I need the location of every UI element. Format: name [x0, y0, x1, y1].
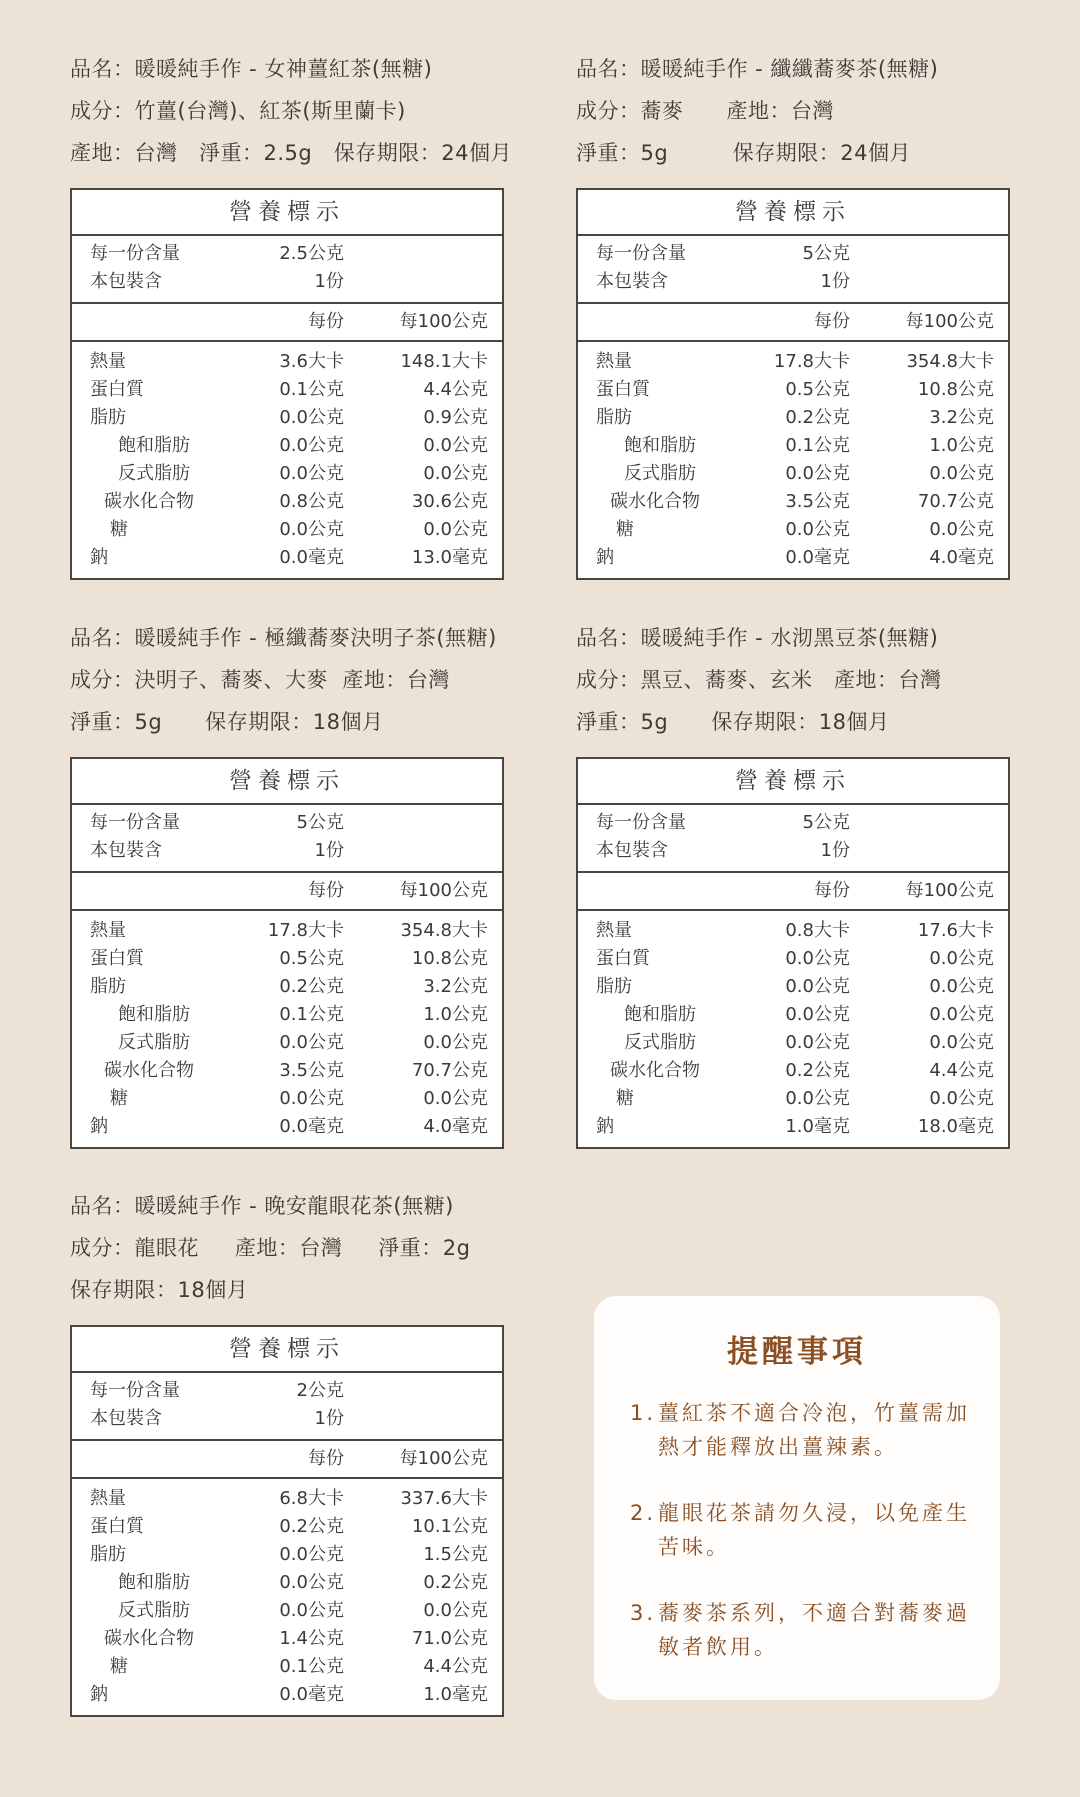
servings-label: 本包裝含: [90, 1408, 162, 1429]
nutrient-per-serving: 0.0毫克: [279, 547, 344, 568]
serving-size-row: [578, 809, 1008, 837]
serving-size-value: 5公克: [802, 812, 850, 833]
nutrient-row: [72, 1001, 502, 1029]
nutrient-per-100g: 0.0公克: [423, 519, 488, 540]
nutrient-per-100g: 0.2公克: [423, 1572, 488, 1593]
nutrient-per-serving: 0.1公克: [785, 435, 850, 456]
product-ingredients: 成分：黑豆、蕎麥、玄米 產地：台灣: [576, 668, 942, 692]
nutrient-per-100g: 0.0公克: [929, 1004, 994, 1025]
col-per-serving: 每份: [308, 880, 344, 901]
nutrient-per-100g: 1.0公克: [929, 435, 994, 456]
servings-value: 1份: [820, 840, 850, 861]
nutrient-row: [72, 1681, 502, 1709]
servings-value: 1份: [314, 840, 344, 861]
nutrient-per-100g: 4.0毫克: [423, 1116, 488, 1137]
nutrient-per-serving: 0.0公克: [279, 1088, 344, 1109]
product-name: 品名：暖暖純手作 - 晚安龍眼花茶(無糖): [70, 1194, 454, 1218]
nutrient-label: 碳水化合物: [104, 1060, 194, 1081]
product-name: 品名：暖暖純手作 - 纖纖蕎麥茶(無糖): [576, 57, 939, 81]
nutrient-per-serving: 17.8大卡: [773, 351, 850, 372]
serving-size-value: 5公克: [802, 243, 850, 264]
nutrition-table-title: 營養標示: [72, 190, 502, 236]
nutrient-label: 脂肪: [90, 1544, 126, 1565]
nutrient-per-100g: 0.0公克: [423, 1600, 488, 1621]
servings-per-pack-row: [72, 837, 502, 865]
nutrient-per-serving: 1.0毫克: [785, 1116, 850, 1137]
nutrient-per-100g: 0.0公克: [929, 976, 994, 997]
nutrient-rows: [72, 342, 502, 578]
nutrient-per-100g: 10.8公克: [917, 379, 994, 400]
nutrient-per-serving: 0.5公克: [785, 379, 850, 400]
product-details: 淨重：5g 保存期限：18個月: [70, 710, 384, 734]
nutrient-label: 熱量: [596, 920, 632, 941]
nutrient-per-100g: 10.8公克: [411, 948, 488, 969]
nutrient-per-100g: 0.0公克: [423, 1032, 488, 1053]
nutrient-per-100g: 3.2公克: [423, 976, 488, 997]
nutrient-label: 飽和脂肪: [118, 1004, 190, 1025]
nutrient-per-100g: 71.0公克: [411, 1628, 488, 1649]
nutrient-per-100g: 0.0公克: [423, 435, 488, 456]
nutrient-label: 鈉: [90, 1684, 108, 1705]
nutrition-table: [70, 188, 504, 580]
serving-size-value: 5公克: [296, 812, 344, 833]
nutrient-label: 鈉: [596, 1116, 614, 1137]
servings-label: 本包裝含: [90, 271, 162, 292]
nutrient-per-100g: 4.4公克: [929, 1060, 994, 1081]
column-header-row: [72, 873, 502, 911]
nutrient-per-100g: 3.2公克: [929, 407, 994, 428]
product-block-1: [70, 48, 530, 174]
nutrient-row: [72, 1113, 502, 1141]
nutrient-per-serving: 0.1公克: [279, 379, 344, 400]
product-details: 淨重：5g 保存期限：24個月: [576, 141, 911, 165]
nutrient-row: [578, 1085, 1008, 1113]
nutrient-per-100g: 1.0公克: [423, 1004, 488, 1025]
nutrient-label: 反式脂肪: [624, 463, 696, 484]
col-per-serving: 每份: [308, 1448, 344, 1469]
servings-label: 本包裝含: [596, 271, 668, 292]
nutrient-label: 糖: [616, 1088, 634, 1109]
servings-per-pack-row: [578, 837, 1008, 865]
serving-info: [72, 1373, 502, 1441]
nutrient-row: [72, 432, 502, 460]
nutrient-per-serving: 0.0公克: [785, 463, 850, 484]
nutrient-per-100g: 1.5公克: [423, 1544, 488, 1565]
nutrient-per-100g: 1.0毫克: [423, 1684, 488, 1705]
col-per-serving: 每份: [814, 880, 850, 901]
nutrient-label: 熱量: [90, 351, 126, 372]
nutrient-per-100g: 13.0毫克: [411, 547, 488, 568]
nutrient-per-serving: 3.6大卡: [279, 351, 344, 372]
nutrition-table-title: 營養標示: [72, 1327, 502, 1373]
nutrient-row: [72, 404, 502, 432]
nutrient-per-serving: 0.1公克: [279, 1004, 344, 1025]
nutrient-per-serving: 0.0公克: [785, 1088, 850, 1109]
nutrient-per-100g: 0.9公克: [423, 407, 488, 428]
nutrient-per-serving: 0.0毫克: [279, 1116, 344, 1137]
nutrient-label: 碳水化合物: [610, 491, 700, 512]
nutrient-row: [72, 544, 502, 572]
nutrient-label: 熱量: [90, 920, 126, 941]
col-per-100g: 每100公克: [905, 311, 994, 332]
nutrient-label: 反式脂肪: [118, 1600, 190, 1621]
nutrient-per-100g: 148.1大卡: [400, 351, 488, 372]
nutrient-row: [578, 544, 1008, 572]
nutrition-table-title: 營養標示: [578, 759, 1008, 805]
nutrient-row: [72, 1485, 502, 1513]
nutrient-row: [72, 917, 502, 945]
reminder-item-3: 3. 蕎麥茶系列，不適合對蕎麥過敏者飲用。: [630, 1601, 970, 1659]
col-per-100g: 每100公克: [905, 880, 994, 901]
nutrient-per-serving: 0.0公克: [785, 519, 850, 540]
product-ingredients: 成分：龍眼花 產地：台灣 淨重：2g: [70, 1236, 471, 1260]
nutrient-row: [72, 1597, 502, 1625]
serving-size-label: 每一份含量: [90, 812, 180, 833]
serving-size-row: [72, 1377, 502, 1405]
nutrient-per-serving: 0.5公克: [279, 948, 344, 969]
nutrient-per-serving: 0.0公克: [785, 1032, 850, 1053]
nutrient-per-100g: 0.0公克: [929, 1088, 994, 1109]
product-name: 品名：暖暖純手作 - 水沏黑豆茶(無糖): [576, 626, 939, 650]
servings-value: 1份: [820, 271, 850, 292]
nutrient-per-100g: 0.0公克: [929, 1032, 994, 1053]
col-per-serving: 每份: [814, 311, 850, 332]
nutrient-per-100g: 70.7公克: [411, 1060, 488, 1081]
nutrient-label: 反式脂肪: [118, 463, 190, 484]
serving-info: [578, 805, 1008, 873]
nutrient-per-100g: 354.8大卡: [400, 920, 488, 941]
col-per-serving: 每份: [308, 311, 344, 332]
nutrition-table-title: 營養標示: [72, 759, 502, 805]
nutrient-per-serving: 0.2公克: [785, 407, 850, 428]
serving-size-row: [578, 240, 1008, 268]
nutrient-per-100g: 0.0公克: [423, 463, 488, 484]
nutrient-per-100g: 0.0公克: [929, 519, 994, 540]
reminder-title: 提醒事項: [727, 1334, 867, 1370]
nutrient-label: 糖: [110, 519, 128, 540]
nutrient-label: 蛋白質: [596, 948, 650, 969]
nutrient-per-100g: 0.0公克: [423, 1088, 488, 1109]
serving-size-row: [72, 240, 502, 268]
nutrient-label: 鈉: [90, 547, 108, 568]
nutrient-label: 反式脂肪: [624, 1032, 696, 1053]
nutrient-per-100g: 4.0毫克: [929, 547, 994, 568]
product-details: 產地：台灣 淨重：2.5g 保存期限：24個月: [70, 141, 512, 165]
nutrient-per-100g: 354.8大卡: [906, 351, 994, 372]
nutrient-rows: [72, 1479, 502, 1715]
nutrient-label: 反式脂肪: [118, 1032, 190, 1053]
nutrient-row: [578, 376, 1008, 404]
product-block-3: [70, 617, 530, 743]
nutrient-per-serving: 0.2公克: [785, 1060, 850, 1081]
column-header-row: [578, 873, 1008, 911]
product-block-4: [576, 617, 1036, 743]
nutrient-row: [578, 917, 1008, 945]
nutrient-per-100g: 17.6大卡: [917, 920, 994, 941]
nutrient-row: [72, 1541, 502, 1569]
nutrient-label: 蛋白質: [90, 1516, 144, 1537]
column-header-row: [72, 304, 502, 342]
product-name: 品名：暖暖純手作 - 女神薑紅茶(無糖): [70, 57, 433, 81]
nutrient-label: 糖: [110, 1656, 128, 1677]
nutrient-row: [72, 460, 502, 488]
nutrient-per-100g: 18.0毫克: [917, 1116, 994, 1137]
nutrient-label: 鈉: [596, 547, 614, 568]
serving-size-label: 每一份含量: [596, 812, 686, 833]
nutrient-label: 碳水化合物: [104, 491, 194, 512]
reminder-item-2: 2. 龍眼花茶請勿久浸，以免產生苦味。: [630, 1501, 970, 1559]
nutrient-per-serving: 1.4公克: [279, 1628, 344, 1649]
nutrient-row: [72, 1653, 502, 1681]
serving-size-value: 2.5公克: [279, 243, 344, 264]
nutrient-label: 碳水化合物: [104, 1628, 194, 1649]
nutrient-per-serving: 0.0公克: [785, 948, 850, 969]
servings-per-pack-row: [72, 1405, 502, 1433]
product-block-2: [576, 48, 1036, 174]
nutrient-label: 脂肪: [90, 407, 126, 428]
nutrient-rows: [72, 911, 502, 1147]
nutrient-label: 蛋白質: [90, 948, 144, 969]
nutrition-table-title: 營養標示: [578, 190, 1008, 236]
nutrient-row: [72, 1057, 502, 1085]
nutrient-per-serving: 0.2公克: [279, 976, 344, 997]
nutrient-label: 飽和脂肪: [624, 1004, 696, 1025]
nutrient-row: [72, 945, 502, 973]
product-block-5: [70, 1185, 530, 1311]
nutrient-row: [578, 1029, 1008, 1057]
column-header-row: [578, 304, 1008, 342]
nutrient-label: 熱量: [596, 351, 632, 372]
serving-info: [72, 236, 502, 304]
serving-size-label: 每一份含量: [90, 243, 180, 264]
nutrient-per-serving: 0.0毫克: [785, 547, 850, 568]
product-ingredients: 成分：蕎麥 產地：台灣: [576, 99, 835, 123]
nutrient-label: 糖: [110, 1088, 128, 1109]
product-ingredients: 成分：決明子、蕎麥、大麥 產地：台灣: [70, 668, 450, 692]
reminder-card: [594, 1296, 1000, 1700]
nutrient-row: [72, 973, 502, 1001]
nutrient-rows: [578, 911, 1008, 1147]
servings-label: 本包裝含: [596, 840, 668, 861]
col-per-100g: 每100公克: [399, 880, 488, 901]
nutrient-per-serving: 0.2公克: [279, 1516, 344, 1537]
product-ingredients: 成分：竹薑(台灣)、紅茶(斯里蘭卡): [70, 99, 406, 123]
nutrient-per-serving: 0.8公克: [279, 491, 344, 512]
serving-size-label: 每一份含量: [90, 1380, 180, 1401]
nutrient-per-serving: 0.0公克: [279, 1032, 344, 1053]
nutrient-per-serving: 6.8大卡: [279, 1488, 344, 1509]
nutrient-row: [578, 348, 1008, 376]
nutrient-row: [578, 1113, 1008, 1141]
serving-size-label: 每一份含量: [596, 243, 686, 264]
nutrient-per-100g: 0.0公克: [929, 948, 994, 969]
column-header-row: [72, 1441, 502, 1479]
nutrient-row: [578, 488, 1008, 516]
nutrient-row: [72, 488, 502, 516]
nutrient-per-serving: 17.8大卡: [267, 920, 344, 941]
serving-size-row: [72, 809, 502, 837]
nutrient-per-serving: 0.0公克: [279, 1544, 344, 1565]
nutrient-label: 碳水化合物: [610, 1060, 700, 1081]
nutrient-row: [72, 1029, 502, 1057]
col-per-100g: 每100公克: [399, 311, 488, 332]
nutrient-per-serving: 0.8大卡: [785, 920, 850, 941]
nutrient-row: [72, 376, 502, 404]
serving-info: [578, 236, 1008, 304]
servings-per-pack-row: [578, 268, 1008, 296]
servings-value: 1份: [314, 1408, 344, 1429]
reminder-item-1: 1. 薑紅茶不適合冷泡，竹薑需加熱才能釋放出薑辣素。: [630, 1401, 970, 1459]
nutrient-label: 鈉: [90, 1116, 108, 1137]
nutrient-per-serving: 0.0公克: [279, 435, 344, 456]
nutrient-label: 蛋白質: [90, 379, 144, 400]
col-per-100g: 每100公克: [399, 1448, 488, 1469]
nutrient-per-serving: 0.0公克: [785, 1004, 850, 1025]
product-details: 保存期限：18個月: [70, 1278, 249, 1302]
nutrient-row: [72, 1625, 502, 1653]
nutrition-table: [576, 188, 1010, 580]
nutrient-per-100g: 4.4公克: [423, 1656, 488, 1677]
nutrient-row: [578, 973, 1008, 1001]
nutrient-per-serving: 0.0公克: [279, 1600, 344, 1621]
nutrient-row: [578, 1057, 1008, 1085]
nutrition-table: [70, 1325, 504, 1717]
nutrient-label: 飽和脂肪: [624, 435, 696, 456]
serving-info: [72, 805, 502, 873]
nutrient-per-100g: 30.6公克: [411, 491, 488, 512]
nutrient-per-serving: 0.0公克: [279, 1572, 344, 1593]
nutrient-per-100g: 70.7公克: [917, 491, 994, 512]
nutrient-label: 脂肪: [596, 976, 632, 997]
nutrition-table: [70, 757, 504, 1149]
nutrient-row: [578, 516, 1008, 544]
product-details: 淨重：5g 保存期限：18個月: [576, 710, 890, 734]
nutrient-row: [72, 1085, 502, 1113]
nutrient-per-100g: 337.6大卡: [400, 1488, 488, 1509]
nutrient-per-serving: 0.0毫克: [279, 1684, 344, 1705]
nutrient-label: 糖: [616, 519, 634, 540]
nutrient-label: 蛋白質: [596, 379, 650, 400]
nutrient-per-serving: 0.0公克: [279, 519, 344, 540]
nutrient-label: 飽和脂肪: [118, 1572, 190, 1593]
nutrient-per-serving: 0.0公克: [279, 407, 344, 428]
nutrient-label: 熱量: [90, 1488, 126, 1509]
nutrient-row: [72, 516, 502, 544]
nutrient-row: [578, 1001, 1008, 1029]
servings-per-pack-row: [72, 268, 502, 296]
nutrient-per-serving: 0.1公克: [279, 1656, 344, 1677]
servings-label: 本包裝含: [90, 840, 162, 861]
nutrient-label: 飽和脂肪: [118, 435, 190, 456]
serving-size-value: 2公克: [296, 1380, 344, 1401]
nutrient-label: 脂肪: [90, 976, 126, 997]
nutrient-per-serving: 3.5公克: [279, 1060, 344, 1081]
nutrient-row: [578, 945, 1008, 973]
nutrient-per-100g: 10.1公克: [411, 1516, 488, 1537]
nutrient-per-100g: 0.0公克: [929, 463, 994, 484]
nutrient-rows: [578, 342, 1008, 578]
product-name: 品名：暖暖純手作 - 極纖蕎麥決明子茶(無糖): [70, 626, 497, 650]
nutrient-row: [72, 1513, 502, 1541]
nutrient-per-100g: 4.4公克: [423, 379, 488, 400]
nutrient-row: [578, 432, 1008, 460]
nutrient-per-serving: 0.0公克: [279, 463, 344, 484]
nutrient-per-serving: 0.0公克: [785, 976, 850, 997]
nutrition-table: [576, 757, 1010, 1149]
nutrient-label: 脂肪: [596, 407, 632, 428]
nutrient-row: [72, 1569, 502, 1597]
servings-value: 1份: [314, 271, 344, 292]
nutrient-row: [578, 404, 1008, 432]
nutrient-row: [72, 348, 502, 376]
nutrient-per-serving: 3.5公克: [785, 491, 850, 512]
nutrient-row: [578, 460, 1008, 488]
